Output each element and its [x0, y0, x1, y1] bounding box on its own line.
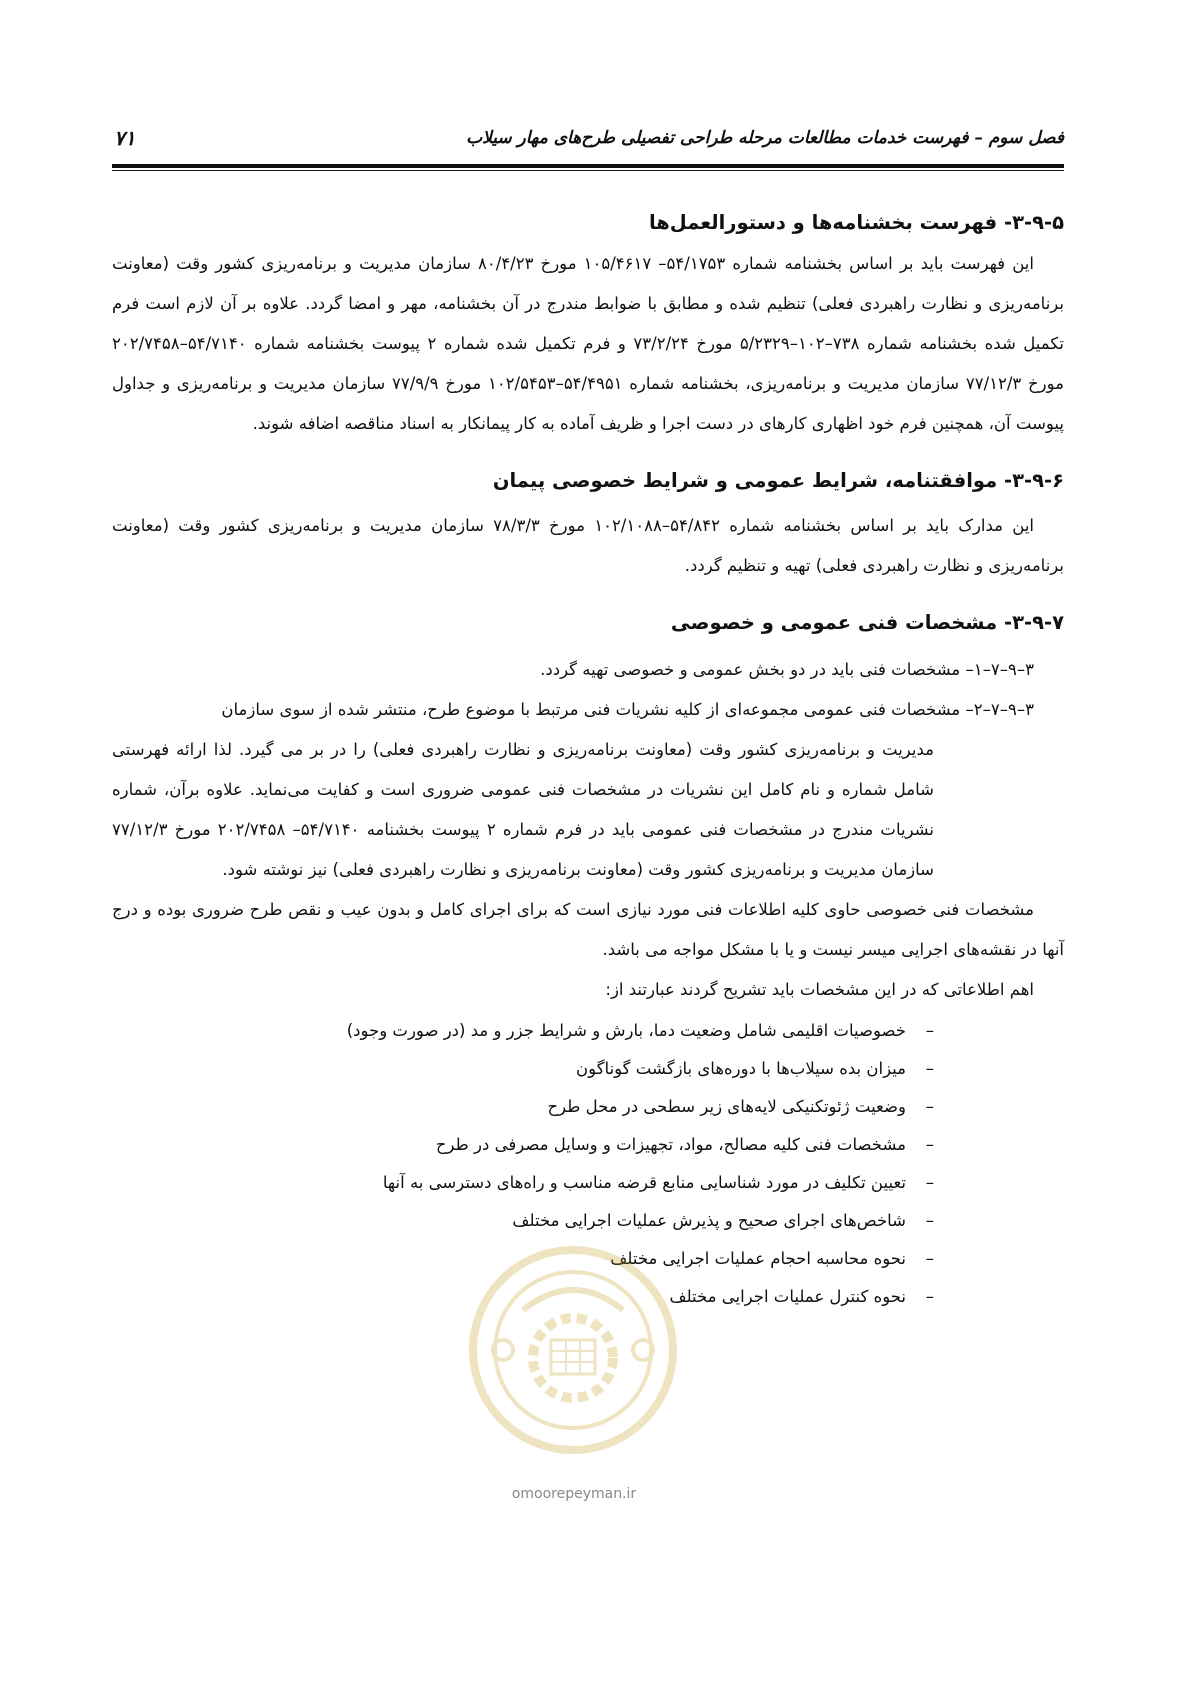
list-item-text: تعیین تکلیف در مورد شناسایی منابع قرضه مناسب و راه‌های دسترسی به آنها: [382, 1173, 906, 1192]
section-heading-3-9-7: ۳-۹-۷- مشخصات فنی عمومی و خصوصی: [670, 611, 1064, 634]
watermark-site: omoorepeyman.ir: [511, 1486, 637, 1502]
list-item-text: وضعیت ژئوتکنیکی لایه‌های زیر سطحی در محل طرح: [547, 1097, 906, 1116]
section-paragraph-3-9-5: این فهرست باید بر اساس بخشنامه شماره ۵۴/۱۷۵۳– ۱۰۵/۴۶۱۷ مورخ ۸۰/۴/۲۳ سازمان مدیریت و برنامه‌ریزی کشور وقت (معاونت برنامه‌ریزی و نظارت راهبردی فعلی) تنظیم شده و مطابق با ضوابط مندرج در آن بخشنامه، مهر و امضا گردد. علاوه بر آن لازم است فرم تکمیل شده بخشنامه شماره ۷۳۸–۱۰۲–۵/۲۳۲۹ مورخ ۷۳/۲/۲۴ و فرم تکمیل شده شماره ۲ پیوست بخشنامه شماره ۵۴/۷۱۴۰–۲۰۲/۷۴۵۸ مورخ ۷۷/۱۲/۳ سازمان مدیریت و برنامه‌ریزی، بخشنامه شماره ۵۴/۴۹۵۱–۱۰۲/۵۴۵۳ مورخ ۷۷/۹/۹ سازمان مدیریت و برنامه‌ریزی و جداول پیوست آن، همچنین فرم خود اظهاری کارهای در دست اجرا و ظریف آماده به کار پیمانکار به اسناد مناقصه اضافه شوند.: [112, 254, 1064, 433]
list-item: [112, 1278, 934, 1316]
sub-item-3-9-7-1: ۳–۹–۷–۱– مشخصات فنی باید در دو بخش عمومی و خصوصی تهیه گردد.: [540, 660, 1034, 679]
list-item-text: مشخصات فنی کلیه مصالح، مواد، تجهیزات و وسایل مصرفی در طرح: [435, 1135, 906, 1154]
dash-bullet: –: [925, 1211, 934, 1230]
key-info-list: [112, 1012, 1064, 1316]
special-specs-paragraph: مشخصات فنی خصوصی حاوی کلیه اطلاعات فنی مورد نیازی است که برای اجرای کامل و بدون عیب و نقص طرح ضروری بوده و درج آنها در نقشه‌های اجرایی میسر نیست و یا با مشکل مواجه می باشد.: [112, 900, 1064, 959]
sub-item-3-9-7-2-continuation: مدیریت و برنامه‌ریزی کشور وقت (معاونت برنامه‌ریزی و نظارت راهبردی فعلی) را در بر می گیرد. لذا ارائه فهرستی شامل شماره و نام کامل این نشریات در مشخصات فنی عمومی ضروری است و کفایت می‌نماید. علاوه برآن، شماره نشریات مندرج در مشخصات فنی عمومی باید در فرم شماره ۲ پیوست بخشنامه ۵۴/۷۱۴۰– ۲۰۲/۷۴۵۸ مورخ ۷۷/۱۲/۳ سازمان مدیریت و برنامه‌ریزی کشور وقت (معاونت برنامه‌ریزی و نظارت راهبردی فعلی) نیز نوشته شود.: [112, 740, 934, 879]
list-item-text: خصوصیات اقلیمی شامل وضعیت دما، بارش و شرایط جزر و مد (در صورت وجود): [346, 1021, 906, 1040]
section-heading-3-9-6: ۳-۹-۶- موافقتنامه، شرایط عمومی و شرایط خصوصی پیمان: [492, 469, 1064, 492]
list-item: [112, 1050, 934, 1088]
dash-bullet: –: [925, 1173, 934, 1192]
list-item-text: نحوه کنترل عملیات اجرایی مختلف: [669, 1287, 906, 1306]
header-rule-thin: [112, 170, 1064, 171]
page-content: [112, 206, 1064, 1316]
dash-bullet: –: [925, 1287, 934, 1306]
section-heading-3-9-5: ۳-۹-۵- فهرست بخشنامه‌ها و دستورالعمل‌ها: [648, 211, 1064, 234]
list-item-text: نحوه محاسبه احجام عملیات اجرایی مختلف: [610, 1249, 906, 1268]
chapter-title: فصل سوم – فهرست خدمات مطالعات مرحله طراحی تفصیلی طرح‌های مهار سیلاب: [466, 128, 1064, 148]
section-paragraph-3-9-6: این مدارک باید بر اساس بخشنامه شماره ۵۴/۸۴۲–۱۰۲/۱۰۸۸ مورخ ۷۸/۳/۳ سازمان مدیریت و برنامه‌ریزی کشور وقت (معاونت برنامه‌ریزی و نظارت راهبردی فعلی) تهیه و تنظیم گردد.: [112, 516, 1064, 575]
list-item-text: شاخص‌های اجرای صحیح و پذیرش عملیات اجرایی مختلف: [512, 1211, 906, 1230]
dash-bullet: –: [925, 1059, 934, 1078]
dash-bullet: –: [925, 1249, 934, 1268]
list-item: [112, 1088, 934, 1126]
page-header: [112, 128, 1064, 158]
key-info-intro: اهم اطلاعاتی که در این مشخصات باید تشریح گردند عبارتند از:: [605, 980, 1034, 999]
list-item: [112, 1240, 934, 1278]
dash-bullet: –: [925, 1021, 934, 1040]
page-number: ۷۱: [114, 126, 136, 150]
list-item: [112, 1164, 934, 1202]
dash-bullet: –: [925, 1135, 934, 1154]
list-item-text: میزان بده سیلاب‌ها با دوره‌های بازگشت گوناگون: [576, 1059, 906, 1078]
list-item: [112, 1202, 934, 1240]
list-item: [112, 1126, 934, 1164]
header-rule-thick: [112, 164, 1064, 168]
list-item: [112, 1012, 934, 1050]
sub-item-3-9-7-2-first-line: ۳–۹–۷–۲– مشخصات فنی عمومی مجموعه‌ای از کلیه نشریات فنی مرتبط با موضوع طرح، منتشر شده از سوی سازمان: [221, 700, 1034, 719]
dash-bullet: –: [925, 1097, 934, 1116]
